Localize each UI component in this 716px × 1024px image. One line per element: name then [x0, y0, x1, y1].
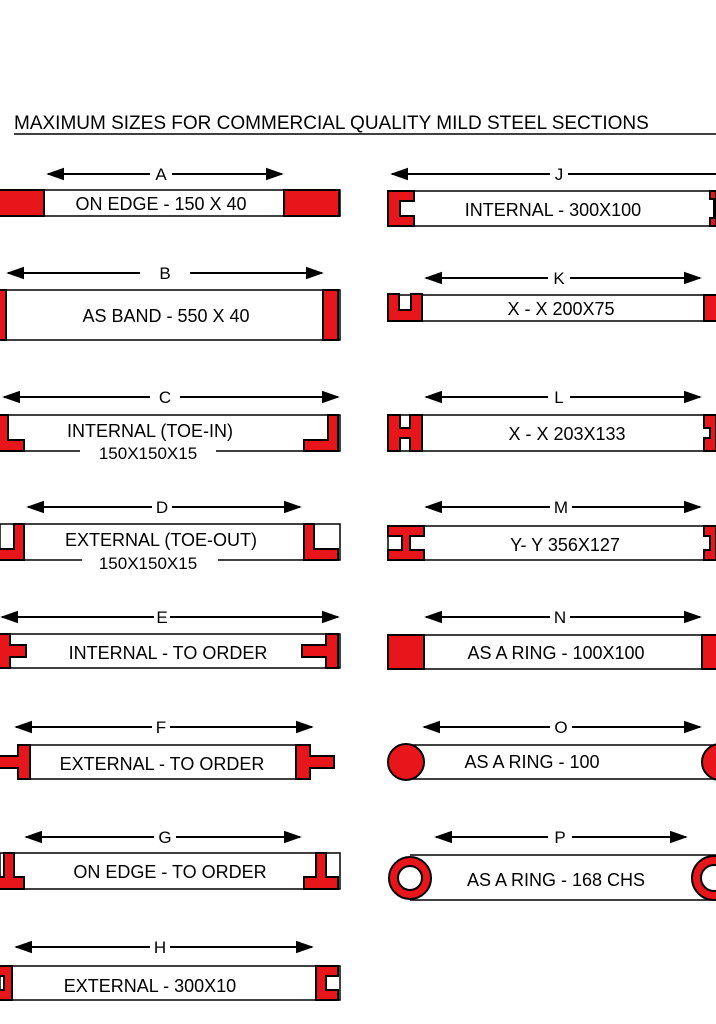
section-d [0, 498, 340, 573]
section-letter: E [156, 608, 168, 627]
section-a [0, 165, 340, 216]
section-n [388, 608, 716, 669]
section-letter: K [553, 269, 565, 288]
angle-toe-out-icon [0, 524, 24, 560]
ibeam-yy-icon [704, 526, 716, 560]
section-label: ON EDGE - TO ORDER [73, 862, 267, 882]
angle-toe-out-icon [304, 524, 338, 560]
round-bar-icon [388, 744, 424, 780]
flat-on-edge-icon [0, 190, 44, 216]
section-label: AS A RING - 100 [464, 752, 600, 772]
section-o [388, 718, 716, 780]
section-letter: D [155, 498, 169, 517]
section-sub-label: 150X150X15 [98, 444, 198, 463]
channel-xx-icon [388, 294, 422, 321]
section-k [388, 269, 716, 321]
section-letter: P [554, 828, 566, 847]
tee-external-icon [0, 745, 30, 779]
tee-on-edge-icon [304, 853, 338, 889]
section-b [0, 264, 340, 340]
section-letter: F [155, 718, 167, 737]
section-letter: A [155, 165, 167, 184]
flat-band-icon [0, 290, 6, 340]
round-bar-icon [702, 744, 716, 780]
section-label: INTERNAL - TO ORDER [68, 643, 268, 663]
channel-xx-icon [704, 295, 716, 321]
channel-external-icon [316, 966, 338, 1000]
section-label: Y- Y 356X127 [510, 535, 620, 555]
tee-internal-icon [0, 634, 26, 668]
channel-external-icon [0, 966, 12, 1000]
section-label: ON EDGE - 150 X 40 [75, 194, 247, 214]
section-label: EXTERNAL - TO ORDER [59, 754, 265, 774]
ibeam-yy-icon [388, 526, 424, 560]
section-letter: J [554, 165, 564, 184]
section-e [0, 608, 340, 668]
page-title: MAXIMUM SIZES FOR COMMERCIAL QUALITY MILD STEEL SECTIONS [14, 113, 649, 134]
section-letter: O [554, 718, 568, 737]
square-bar-icon [702, 635, 716, 669]
section-l [388, 388, 716, 451]
square-bar-icon [388, 635, 424, 669]
section-label: EXTERNAL (TOE-OUT) [64, 530, 258, 550]
section-label: AS A RING - 100X100 [467, 643, 645, 663]
section-j [388, 165, 716, 226]
section-label: AS A RING - 168 CHS [466, 870, 646, 890]
section-label: INTERNAL (TOE-IN) [66, 421, 234, 441]
section-label: INTERNAL - 300X100 [464, 200, 642, 220]
channel-internal-icon [388, 191, 414, 226]
ibeam-xx-icon [388, 415, 422, 451]
section-sub-label: 150X150X15 [98, 554, 198, 573]
section-h [0, 938, 340, 1000]
section-p [389, 828, 716, 900]
ibeam-xx-icon [704, 415, 716, 451]
flat-on-edge-icon [284, 190, 339, 216]
section-letter: C [158, 388, 172, 407]
channel-internal-icon [710, 191, 716, 226]
section-g [0, 828, 340, 889]
section-letter: H [153, 938, 167, 957]
section-letter: M [553, 498, 569, 517]
tee-on-edge-icon [0, 853, 24, 889]
angle-toe-in-icon [304, 415, 338, 451]
section-c [0, 388, 340, 463]
section-letter: N [553, 608, 567, 627]
section-label: X - X 200X75 [507, 299, 615, 319]
flat-band-icon [323, 290, 338, 340]
tee-internal-icon [302, 634, 338, 668]
tee-external-icon [296, 745, 334, 779]
section-label: X - X 203X133 [508, 424, 626, 444]
hollow-section-icon [398, 866, 422, 890]
section-letter: G [158, 828, 172, 847]
section-letter: L [554, 388, 564, 407]
section-letter: B [159, 264, 171, 283]
angle-toe-in-icon [0, 415, 24, 451]
section-label: AS BAND - 550 X 40 [82, 306, 250, 326]
section-label: EXTERNAL - 300X10 [63, 976, 237, 996]
section-f [0, 718, 334, 779]
section-m [388, 498, 716, 560]
